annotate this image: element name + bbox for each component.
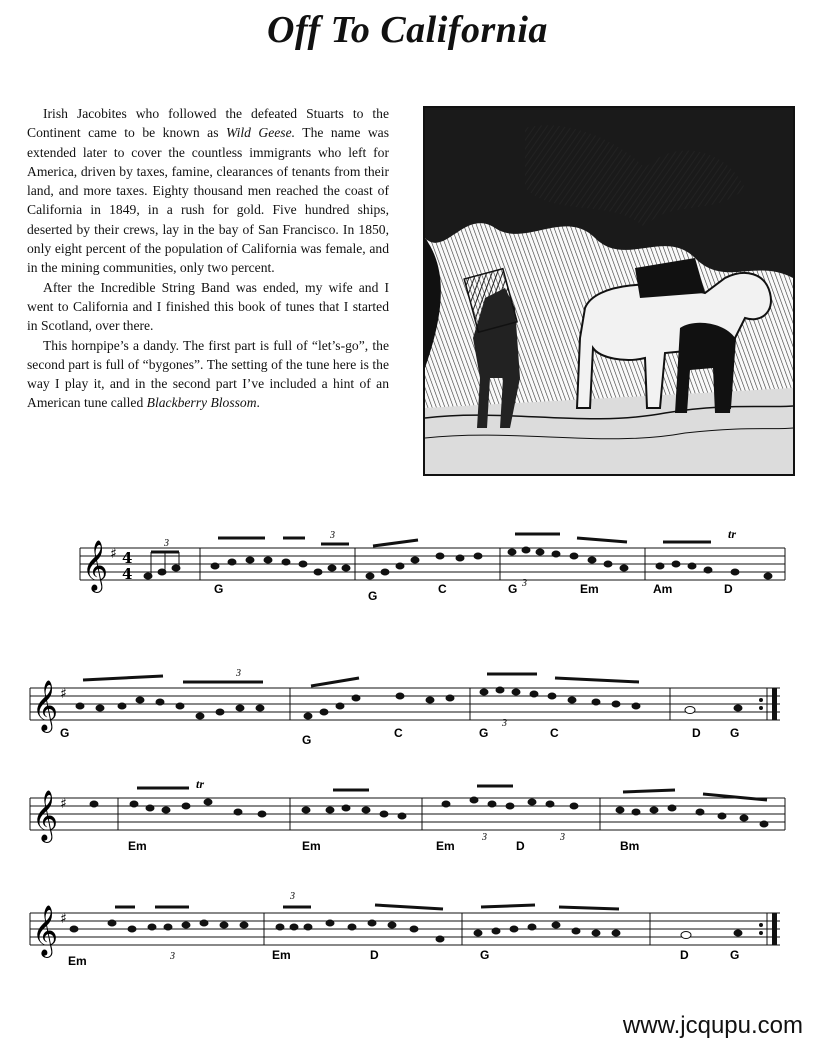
- chord-symbol: D: [370, 948, 379, 962]
- chord-symbol: D: [680, 948, 689, 962]
- time-signature-bottom: 4: [122, 565, 133, 583]
- chord-symbol: Am: [653, 582, 673, 596]
- chord-symbol: G: [480, 948, 490, 962]
- chord-symbol: D: [516, 839, 525, 853]
- chord-symbol: Em: [302, 839, 321, 853]
- chord-symbol: Em: [272, 948, 291, 962]
- triplet-mark: 3: [290, 891, 295, 902]
- treble-clef: 𝄞: [32, 790, 59, 841]
- music-system-3: [0, 770, 815, 890]
- intro-paragraph-3: This hornpipe’s a dandy. The first part is full of “let’s-go”, the second part is full of “bygones”. The setting of the tune here is the way I play it, and in the second part I’ve included a hint of an American tune called Blackberry Blossom.: [27, 337, 389, 411]
- triplet-mark: 3: [236, 668, 241, 679]
- page-title: Off To California: [267, 9, 548, 51]
- chord-symbol: C: [550, 726, 559, 740]
- chord-symbol: G: [60, 726, 70, 740]
- intro-paragraph-1: Irish Jacobites who followed the defeated Stuarts to the Continent came to be known as Wild Geese. The name was extended later to cover the countless immigrants who left for America, driven by taxes, famine, clearances of tenants from their land, and more taxes. Eighty thousand men reached the coast of California in 1849, in a rush for gold. Five hundred ships, deserted by their crews, lay in the bay of San Francisco. In 1850, only eight percent of the population of California was female, and in the mining communities, only two percent.: [27, 106, 389, 276]
- chord-symbol: G: [302, 733, 312, 747]
- trill-mark: tr: [196, 777, 205, 791]
- treble-clef: 𝄞: [32, 680, 59, 731]
- triplet-mark: 3: [330, 530, 335, 541]
- chord-symbol: Em: [128, 839, 147, 853]
- treble-clef: 𝄞: [32, 905, 59, 956]
- music-system-4: [0, 885, 815, 1005]
- triplet-mark: 3: [482, 832, 487, 843]
- chord-symbol: Em: [580, 582, 599, 596]
- chord-symbol: G: [368, 589, 378, 603]
- sharp-sign: ♯: [110, 546, 117, 562]
- chord-symbol: G: [479, 726, 489, 740]
- time-signature-top: 4: [122, 549, 133, 567]
- chord-symbol: G: [214, 582, 224, 596]
- watermark: www.jcqupu.com: [622, 1012, 803, 1039]
- chord-symbol: Em: [436, 839, 455, 853]
- chord-symbol: G: [508, 582, 518, 596]
- intro-text: [27, 104, 389, 413]
- sharp-sign: ♯: [60, 796, 67, 812]
- treble-clef: 𝄞: [82, 540, 109, 591]
- chord-symbol: Em: [68, 954, 87, 968]
- intro-paragraph-2: After the Incredible String Band was ended, my wife and I went to California and I finished this book of tunes that I started in Scotland, over there.: [27, 279, 389, 334]
- chord-symbol: G: [730, 948, 740, 962]
- triplet-mark: 3: [164, 538, 169, 549]
- chord-symbol: G: [730, 726, 740, 740]
- chord-symbol: Bm: [620, 839, 640, 853]
- chord-symbol: D: [692, 726, 701, 740]
- music-system-1: [0, 520, 815, 640]
- engraving-illustration: [423, 106, 795, 476]
- triplet-mark: 3: [522, 578, 527, 589]
- triplet-mark: 3: [170, 951, 175, 962]
- triplet-mark: 3: [560, 832, 565, 843]
- chord-symbol: C: [438, 582, 447, 596]
- triplet-mark: 3: [502, 718, 507, 729]
- music-system-2: [0, 660, 815, 780]
- chord-symbol: C: [394, 726, 403, 740]
- sharp-sign: ♯: [60, 686, 67, 702]
- chord-symbol: D: [724, 582, 733, 596]
- sharp-sign: ♯: [60, 911, 67, 927]
- trill-mark: tr: [728, 527, 737, 541]
